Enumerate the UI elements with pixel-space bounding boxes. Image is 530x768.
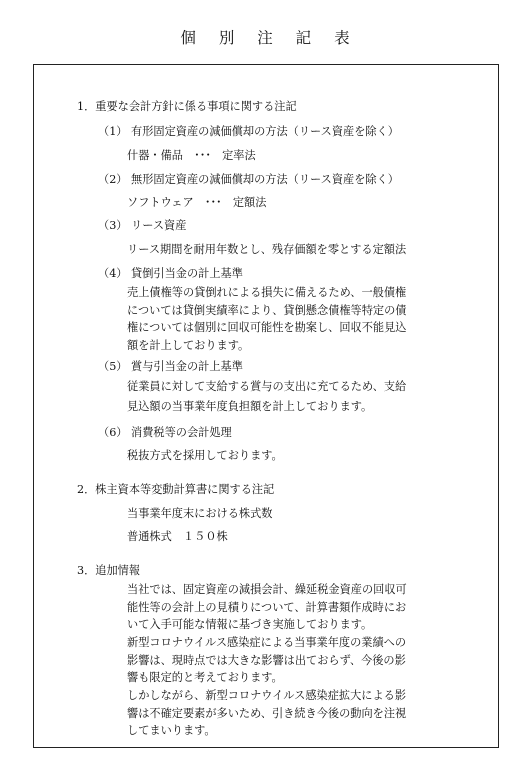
section-3-heading: 3．追加情報 — [77, 564, 141, 577]
item-5-heading: （5） 賞与引当金の計上基準 — [98, 360, 243, 373]
item-1-heading: （1） 有形固定資産の減価償却の方法（リース資産を除く） — [98, 125, 399, 138]
section-2-line-1: 当事業年度末における株式数 — [127, 507, 273, 520]
item-3-body: リース期間を耐用年数とし、残存価額を零とする定額法 — [127, 243, 407, 256]
section-3-paragraph-3: しかしながら、新型コロナウイルス感染症拡大による影響は不確定要素が多いため、引き続き今後の動向を注視してまいります。 — [127, 689, 407, 738]
page-title: 個 別 注 記 表 — [180, 29, 359, 47]
item-5-body: 従業員に対して支給する賞与の支出に充てるため、支給見込額の当事業年度負担額を計上しております。 — [127, 380, 407, 413]
section-2-heading: 2．株主資本等変動計算書に関する注記 — [77, 483, 275, 496]
item-6-heading: （6） 消費税等の会計処理 — [98, 426, 232, 439]
item-2-heading: （2） 無形固定資産の減価償却の方法（リース資産を除く） — [98, 173, 399, 186]
item-6-body: 税抜方式を採用しております。 — [127, 449, 283, 462]
section-2-line-2: 普通株式 １５０株 — [127, 530, 228, 543]
item-3-heading: （3） リース資産 — [98, 219, 187, 232]
section-3-paragraph-1: 当社では、固定資産の減損会計、繰延税金資産の回収可能性等の会計上の見積りについて、計算書類作成時において入手可能な情報に基づき実施しております。 — [127, 583, 407, 632]
item-1-body: 什器・備品 ･･･ 定率法 — [127, 149, 256, 162]
item-4-body: 売上債権等の貸倒れによる損失に備えるため、一般債権については貸倒実績率により、貸倒懸念債権等特定の債権については個別に回収可能性を勘案し、回収不能見込額を計上しております。 — [127, 286, 407, 352]
item-4-heading: （4） 貸倒引当金の計上基準 — [98, 267, 243, 280]
section-1-heading: 1．重要な会計方針に係る事項に関する注記 — [77, 100, 297, 113]
item-2-body: ソフトウェア ･･･ 定額法 — [127, 196, 267, 209]
section-3-paragraph-2: 新型コロナウイルス感染症による当事業年度の業績への影響は、現時点では大きな影響は出ておらず、今後の影響も限定的と考えております。 — [127, 636, 407, 685]
